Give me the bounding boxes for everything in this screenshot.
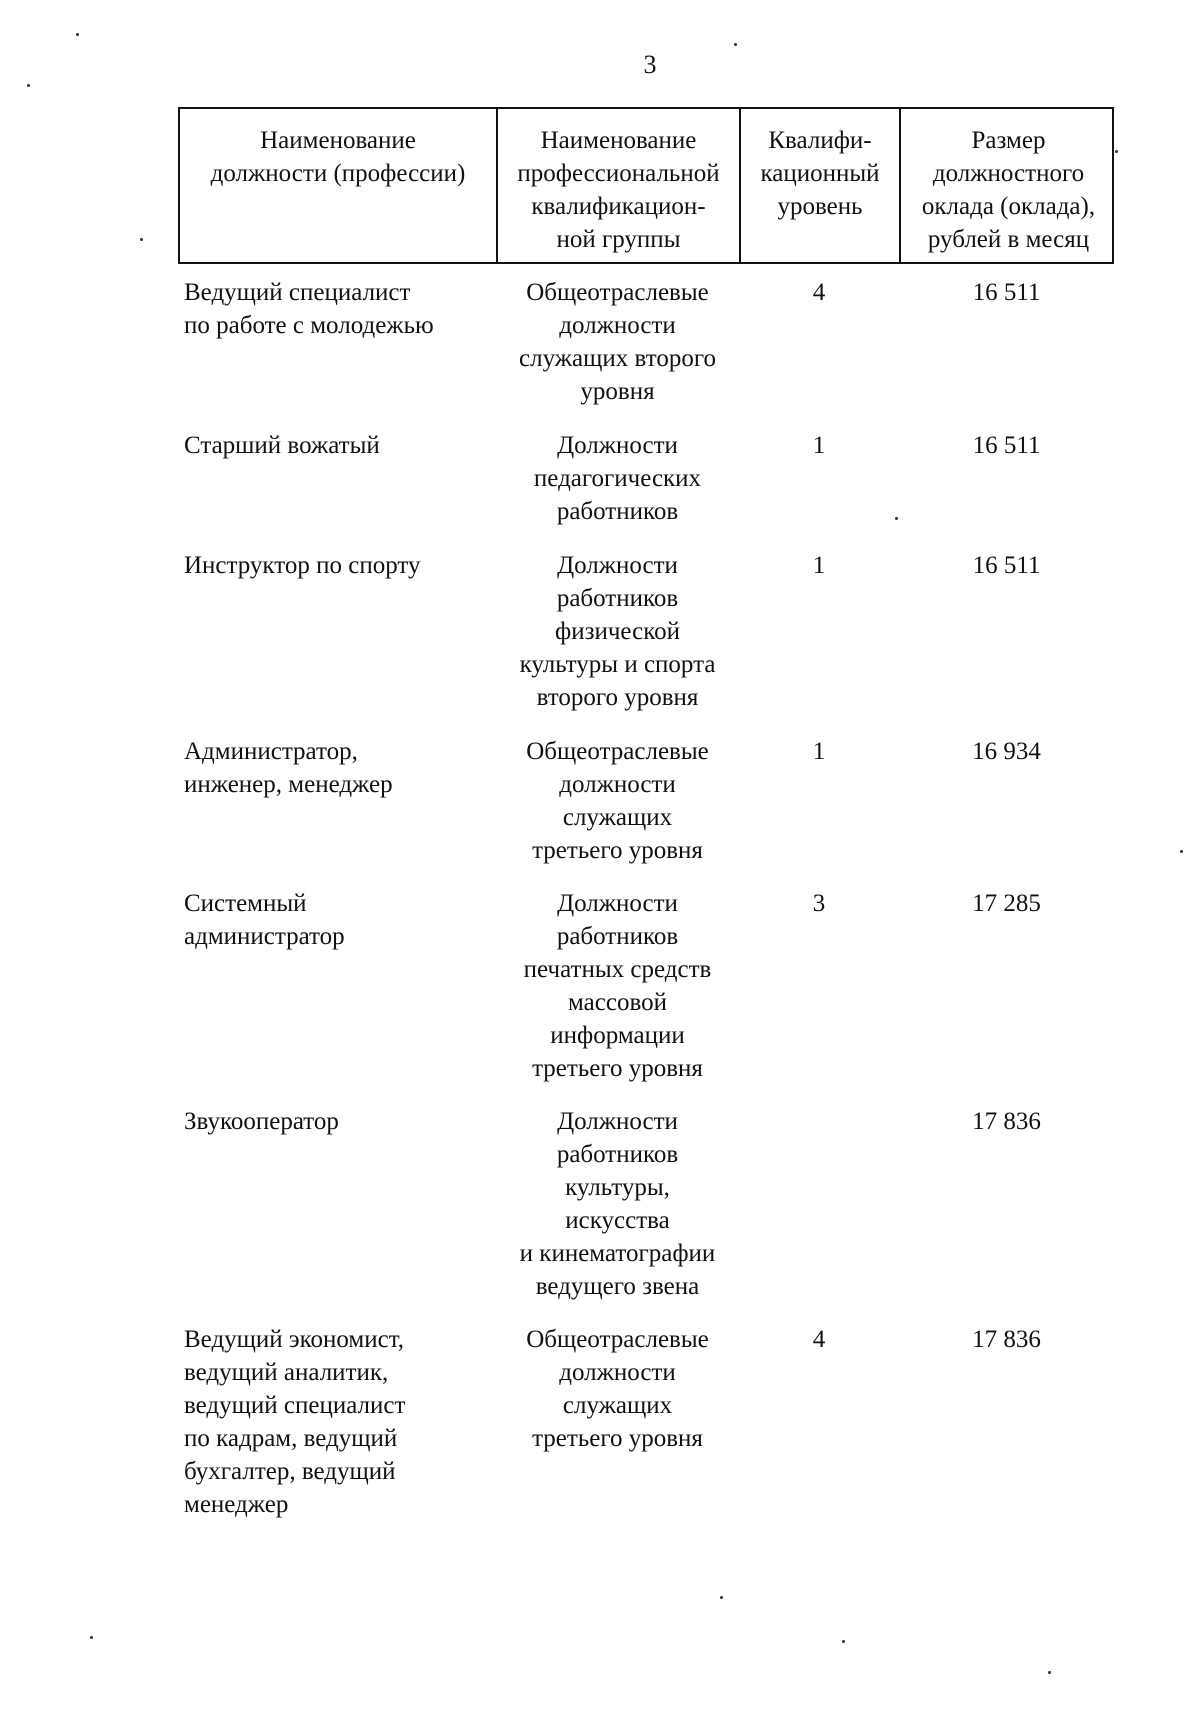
qualification-level: 1 — [812, 432, 826, 459]
professional-group: Должности работников физической культуры и спорта второго уровня — [519, 552, 716, 711]
salary-amount: 17 285 — [972, 890, 1041, 917]
table-row — [178, 276, 1114, 429]
table-row — [178, 429, 1114, 549]
salary-amount: 16 511 — [972, 279, 1041, 306]
professional-group: Общеотраслевые должности служащих второго уровня — [519, 279, 716, 405]
salary-amount: 16 934 — [972, 738, 1041, 765]
table-row — [178, 887, 1114, 1105]
salary-amount: 17 836 — [972, 1108, 1041, 1135]
salary-amount: 16 511 — [972, 552, 1041, 579]
salary-amount: 17 836 — [972, 1326, 1041, 1353]
scan-speck — [90, 1636, 93, 1639]
header-qualification-level: Квалифи- кационный уровень — [741, 109, 901, 262]
scan-speck — [895, 517, 898, 520]
position-name: Звукооператор — [184, 1108, 339, 1135]
salary-amount: 16 511 — [972, 432, 1041, 459]
scan-speck — [734, 43, 737, 46]
scan-speck — [27, 84, 30, 87]
salary-table — [178, 107, 1114, 1543]
scan-speck — [1115, 150, 1118, 153]
table-row — [178, 735, 1114, 887]
qualification-level: 4 — [812, 279, 826, 306]
header-professional-group: Наименование профессиональной квалификацион- ной группы — [498, 109, 741, 262]
table-row — [178, 1323, 1114, 1543]
qualification-level: 4 — [812, 1326, 826, 1353]
professional-group: Общеотраслевые должности служащих третьего уровня — [526, 1326, 709, 1452]
header-salary: Размер должностного оклада (оклада), рублей в месяц — [921, 127, 1096, 253]
position-name: Администратор, инженер, менеджер — [184, 738, 393, 798]
table-row — [178, 549, 1114, 735]
scan-speck — [1180, 850, 1183, 853]
qualification-level: 3 — [812, 890, 826, 917]
header-position: Наименование должности (профессии) — [180, 109, 498, 262]
position-name: Системный администратор — [184, 890, 345, 950]
scan-speck — [140, 238, 143, 241]
table-row — [178, 1105, 1114, 1323]
professional-group: Должности работников печатных средств массовой информации третьего уровня — [523, 890, 712, 1082]
scan-speck — [1048, 1671, 1051, 1674]
page-number: 3 — [643, 50, 657, 79]
position-name: Инструктор по спорту — [184, 552, 421, 579]
position-name: Старший вожатый — [184, 432, 380, 459]
qualification-level — [739, 1105, 899, 1323]
professional-group: Общеотраслевые должности служащих третьего уровня — [526, 738, 709, 864]
scan-speck — [720, 1596, 723, 1599]
scan-speck — [76, 33, 79, 36]
qualification-level: 1 — [812, 738, 826, 765]
position-name: Ведущий специалист по работе с молодежью — [184, 279, 434, 339]
scan-speck — [842, 1640, 845, 1643]
qualification-level: 1 — [812, 552, 826, 579]
table-header — [178, 107, 1114, 264]
position-name: Ведущий экономист, ведущий аналитик, ведущий специалист по кадрам, ведущий бухгалтер, ведущий менеджер — [184, 1326, 406, 1518]
professional-group: Должности педагогических работников — [533, 432, 702, 525]
professional-group: Должности работников культуры, искусства и кинематографии ведущего звена — [519, 1108, 716, 1300]
